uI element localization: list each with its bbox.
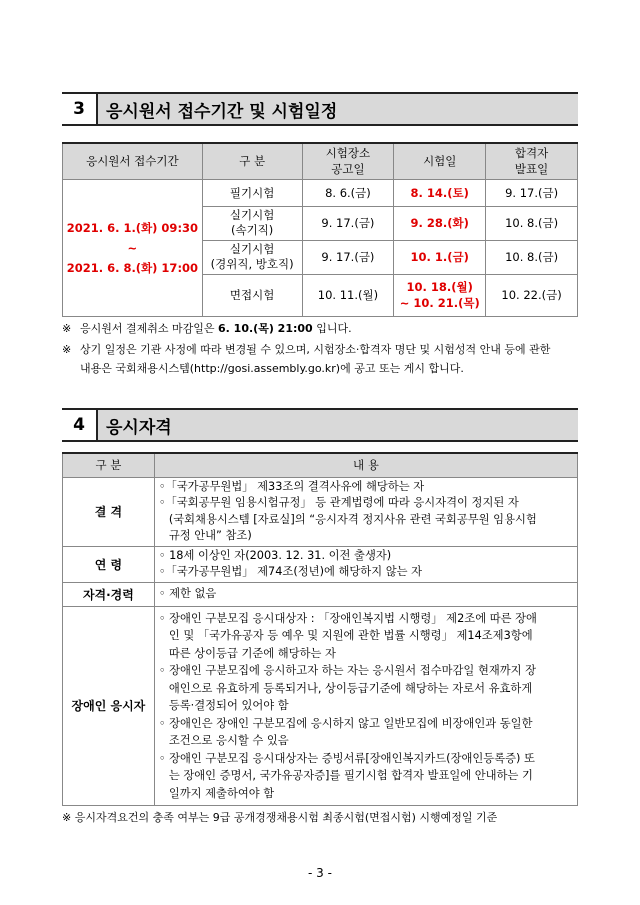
qualification-content — [154, 582, 577, 606]
cancel-deadline: 6. 10.(목) 21:00 — [218, 322, 313, 335]
exam-date-cell: 8. 14.(토) — [394, 179, 486, 206]
note-schedule-change — [62, 340, 578, 359]
period-end: 2021. 6. 8.(화) 17:00 — [66, 260, 199, 275]
exam-date-cell: 10. 1.(금) — [394, 240, 486, 274]
disqualification-content — [154, 477, 577, 546]
content-line: 따른 상이등급 기준에 해당하는 자 — [168, 646, 336, 660]
exam-date-cell: 9. 28.(화) — [394, 206, 486, 240]
content-line: 는 장애인 증명서, 국가유공자증]를 필기시험 합격자 발표일에 안내하는 기 — [168, 769, 533, 782]
result-date-cell: 10. 22.(금) — [486, 274, 578, 316]
result-date-cell: 10. 8.(금) — [486, 240, 578, 274]
note-mark: ※ — [62, 343, 72, 356]
row-label-disabled-applicant: 장애인 응시자 — [63, 606, 155, 806]
content-line: 일까지 제출하여야 함 — [168, 786, 275, 800]
content-line: ◦ 제한 없음 — [158, 586, 217, 600]
section-3-header — [62, 92, 578, 126]
age-content — [154, 546, 577, 582]
content-line: 조건으로 응시할 수 있음 — [168, 734, 289, 747]
section-number: 3 — [62, 94, 98, 124]
note-text: 입니다. — [312, 322, 352, 335]
result-date-cell: 10. 8.(금) — [486, 206, 578, 240]
section-4-header — [62, 408, 578, 442]
period-tilde: ~ — [127, 240, 138, 255]
eligibility-table — [62, 452, 578, 806]
header-category: 구 분 — [202, 143, 302, 179]
note-text: 응시원서 결제취소 마감일은 — [80, 322, 219, 335]
header-venue-date: 시험장소 공고일 — [302, 143, 394, 179]
section-title: 응시원서 접수기간 및 시험일정 — [106, 101, 338, 122]
venue-date-cell: 8. 6.(금) — [302, 179, 394, 206]
content-line: (국회채용시스템 [자료실]의 “응시자격 정지사유 관련 국회공무원 임용시험 — [168, 512, 537, 526]
content-line: ◦ 18세 이상인 자(2003. 12. 31. 이전 출생자) — [158, 548, 392, 562]
content-line: ◦ 장애인 구분모집 응시대상자 : 「장애인복지법 시행령」 제2조에 따른 장애 — [158, 611, 537, 625]
row-label-qualification: 자격·경력 — [63, 582, 155, 606]
note-text: 내용은 국회채용시스템(http://gosi.assembly.go.kr)에 공고 또는 게시 합니다. — [80, 362, 464, 375]
exam-date-cell: 10. 18.(월) ~ 10. 21.(목) — [394, 274, 486, 316]
content-line: ◦「국가공무원법」 제74조(정년)에 해당하지 않는 자 — [158, 565, 423, 578]
section-title: 응시자격 — [106, 417, 172, 438]
result-date-cell: 9. 17.(금) — [486, 179, 578, 206]
content-line: ◦ 장애인 구분모집 응시대상자는 증빙서류[장애인복지카드(장애인등록증) 또 — [158, 751, 535, 765]
period-start: 2021. 6. 1.(화) 09:30 — [66, 220, 199, 235]
category-cell: 면접시험 — [202, 274, 302, 316]
venue-date-cell: 9. 17.(금) — [302, 206, 394, 240]
header-result-date: 합격자 발표일 — [486, 143, 578, 179]
content-line: ◦ 장애인 구분모집에 응시하고자 하는 자는 응시원서 접수마감일 현재까지 장 — [158, 664, 537, 677]
venue-date-cell: 10. 11.(월) — [302, 274, 394, 316]
content-line: 애인으로 유효하게 등록되거나, 상이등급기준에 해당하는 자로서 유효하게 — [168, 681, 533, 695]
application-period — [63, 179, 203, 316]
content-line: ◦「국가공무원법」 제33조의 결격사유에 해당하는 자 — [158, 479, 425, 493]
category-cell: 필기시험 — [202, 179, 302, 206]
content-line: 인 및 「국가유공자 등 예우 및 지원에 관한 법률 시행령」 제14조제3항에 — [168, 629, 533, 642]
header-category: 구 분 — [63, 453, 155, 477]
category-cell: 실기시험 (경위직, 방호직) — [202, 240, 302, 274]
venue-date-cell: 9. 17.(금) — [302, 240, 394, 274]
note-schedule-change-cont — [62, 359, 578, 378]
note-text: 상기 일정은 기관 사정에 따라 변경될 수 있으며, 시험장소·합격자 명단 및 시험성적 안내 등에 관한 — [80, 343, 551, 356]
header-content: 내 용 — [154, 453, 577, 477]
schedule-table — [62, 142, 578, 317]
content-line: 등록·결정되어 있어야 함 — [168, 699, 289, 712]
header-exam-date: 시험일 — [394, 143, 486, 179]
eligibility-note: ※ 응시자격요건의 충족 여부는 9급 공개경쟁채용시험 최종시험(면접시험) 시행예정일 기준 — [62, 811, 498, 824]
header-period: 응시원서 접수기간 — [63, 143, 203, 179]
note-mark: ※ — [62, 322, 72, 335]
note-cancel-deadline — [62, 319, 578, 338]
content-line: 규정 안내” 참조) — [168, 529, 252, 542]
disabled-applicant-content — [154, 606, 577, 806]
schedule-notes — [62, 319, 578, 378]
category-cell: 실기시험 (속기직) — [202, 206, 302, 240]
content-line: ◦ 장애인은 장애인 구분모집에 응시하지 않고 일반모집에 비장애인과 동일한 — [158, 716, 533, 730]
section-number: 4 — [62, 410, 98, 440]
content-line: ◦「국회공무원 임용시험규정」 등 관계법령에 따라 응시자격이 정지된 자 — [158, 496, 519, 509]
row-label-disqualification: 결 격 — [63, 477, 155, 546]
page-number: - 3 - — [308, 866, 332, 880]
row-label-age: 연 령 — [63, 546, 155, 582]
